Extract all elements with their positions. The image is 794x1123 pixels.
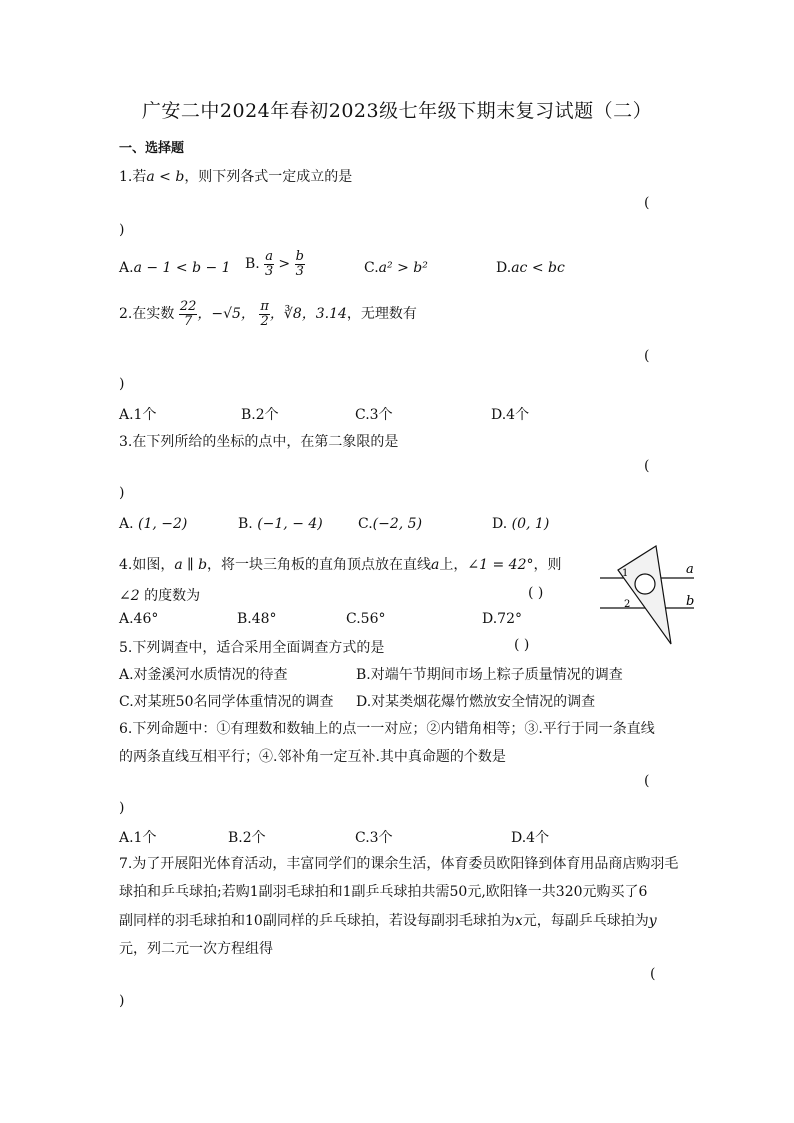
q1-option-b	[245, 250, 305, 278]
q2-option-a: A.1个	[119, 407, 157, 423]
q1-option-c-math: a² > b²	[378, 260, 428, 276]
label-angle-2: 2	[624, 599, 631, 610]
q1-option-a-label: A.	[119, 260, 134, 276]
q1-option-d-label: D.	[496, 260, 512, 276]
frac-num: b	[295, 249, 304, 264]
frac-den: 7	[183, 313, 193, 329]
q6-paren-close: )	[119, 800, 125, 816]
label-b: b	[686, 594, 695, 609]
q3-option-b-math: (−1, − 4)	[257, 516, 323, 532]
q2-tail-math: ，∛8，3.14	[269, 306, 347, 323]
q1-condition: a < b	[146, 169, 185, 185]
q7-var-x: x	[514, 913, 523, 929]
q3-paren-open: (	[644, 458, 650, 474]
frac-num: π	[260, 299, 269, 314]
triangle-hole	[635, 574, 655, 594]
q5-option-b: B.对端午节期间市场上粽子质量情况的调查	[356, 667, 623, 683]
q4-stem-3: 上，	[439, 557, 468, 573]
q1-stem-prefix: 1.若	[119, 169, 147, 185]
frac-den: 3	[264, 263, 274, 279]
section-heading: 一、选择题	[119, 141, 185, 156]
q2-stem-tail: ，无理数有	[346, 306, 417, 323]
q3-paren-close: )	[119, 485, 125, 501]
q3-option-c-label: C.	[358, 516, 373, 532]
q7-paren-open: (	[650, 966, 656, 982]
q7-line3-a: 副同样的羽毛球拍和10副同样的乒乓球拍，若设每副羽毛球拍为	[119, 913, 515, 929]
q2-frac-pi-2	[259, 300, 270, 328]
q6-paren-open: (	[644, 773, 650, 789]
page-title: 广安二中2024年春初2023级七年级下期末复习试题（二）	[141, 100, 653, 122]
q1-option-d	[496, 260, 565, 276]
q1-option-b-label: B.	[245, 256, 260, 273]
q2-option-c: C.3个	[355, 407, 393, 423]
q1-paren-open: (	[644, 195, 650, 211]
q4-stem-4: ，则	[533, 557, 562, 573]
q6-option-a: A.1个	[119, 830, 157, 846]
q3-option-c	[358, 516, 422, 532]
q2-paren-open: (	[644, 348, 650, 364]
q3-option-d	[492, 516, 549, 532]
frac-num: a	[265, 249, 273, 264]
q7-var-y: y	[648, 913, 657, 929]
q4-line2-text: 的度数为	[144, 588, 201, 604]
q6-option-c: C.3个	[355, 830, 393, 846]
question-3-stem: 3.在下列所给的坐标的点中，在第二象限的是	[119, 434, 399, 450]
q4-line-a: a	[431, 557, 440, 573]
question-6-line2: 的两条直线互相平行；④.邻补角一定互补.其中真命题的个数是	[119, 749, 506, 765]
q3-option-b-label: B.	[238, 516, 253, 532]
question-2-stem	[119, 300, 417, 328]
q3-option-a-label: A.	[119, 516, 134, 532]
frac-den: 3	[295, 263, 304, 279]
q1-option-d-math: ac < bc	[511, 260, 565, 276]
question-5-stem: 5.下列调查中，适合采用全面调查方式的是	[119, 640, 385, 656]
q3-option-a	[119, 516, 187, 532]
question-1-stem	[119, 166, 352, 186]
frac-num: 22	[179, 299, 197, 314]
question-7-line4: 元，列二元一次方程组得	[119, 941, 273, 957]
q3-option-b	[238, 516, 323, 532]
q6-option-b: B.2个	[228, 830, 266, 846]
q3-option-d-label: D.	[492, 516, 508, 532]
question-7-line1: 7.为了开展阳光体育活动，丰富同学们的课余生活，体育委员欧阳锋到体育用品商店购羽毛	[119, 856, 679, 872]
q1-option-a-math: a − 1 < b − 1	[133, 260, 231, 276]
q4-condition: a ∥ b	[174, 557, 208, 573]
q4-angle-1: ∠1 = 42°	[467, 557, 534, 573]
q2-paren-close: )	[119, 376, 125, 392]
label-a: a	[686, 562, 694, 577]
q5-option-c: C.对某班50名同学体重情况的调查	[119, 694, 334, 710]
q2-frac-22-7	[179, 300, 198, 328]
q4-option-c: C.56°	[346, 611, 386, 627]
question-7-line2: 球拍和乒乓球拍;若购1副羽毛球拍和1副乒乓球拍共需50元,欧阳锋一共320元购买了6	[119, 884, 648, 900]
q5-answer-paren: ( )	[514, 637, 530, 653]
question-7-line3	[119, 910, 657, 930]
q4-geometry-figure	[596, 544, 706, 654]
q1-option-b-op: >	[278, 256, 291, 273]
q5-option-d: D.对某类烟花爆竹燃放安全情况的调查	[356, 694, 596, 710]
q6-option-d: D.4个	[511, 830, 550, 846]
q4-stem-2: ，将一块三角板的直角顶点放在直线	[207, 557, 432, 573]
q2-option-b: B.2个	[241, 407, 279, 423]
q4-angle-2: ∠2	[119, 588, 140, 604]
question-4-stem	[119, 554, 562, 574]
q1-option-c-label: C.	[364, 260, 379, 276]
question-4-line2	[119, 585, 200, 605]
q7-line3-b: 元，每副乒乓球拍为	[522, 913, 649, 929]
q5-option-a: A.对釜溪河水质情况的待查	[119, 667, 288, 683]
q1-option-c	[364, 260, 428, 276]
q2-option-d: D.4个	[491, 407, 530, 423]
frac-den: 2	[260, 313, 269, 329]
q1-stem-tail: ，则下列各式一定成立的是	[184, 169, 353, 185]
q4-option-a: A.46°	[119, 611, 159, 627]
q1-option-b-frac2	[295, 250, 305, 278]
q1-paren-close: )	[119, 222, 125, 238]
q2-mid: ，−√5，	[197, 306, 255, 323]
q3-option-c-math: (−2, 5)	[372, 516, 423, 532]
q4-stem-1: 4.如图，	[119, 557, 175, 573]
label-angle-1: 1	[622, 568, 629, 579]
q4-option-b: B.48°	[237, 611, 277, 627]
q4-option-d: D.72°	[482, 611, 522, 627]
q3-option-d-math: (0, 1)	[511, 516, 550, 532]
q1-option-a	[119, 260, 231, 276]
q7-paren-close: )	[119, 993, 125, 1009]
q2-stem-prefix: 2.在实数	[119, 306, 175, 323]
q3-option-a-math: (1, −2)	[138, 516, 188, 532]
q1-option-b-frac1	[264, 250, 274, 278]
q4-answer-paren: ( )	[528, 585, 544, 601]
triangle-ruler	[618, 546, 671, 644]
question-6-line1: 6.下列命题中：①有理数和数轴上的点一一对应；②内错角相等；③.平行于同一条直线	[119, 721, 655, 737]
